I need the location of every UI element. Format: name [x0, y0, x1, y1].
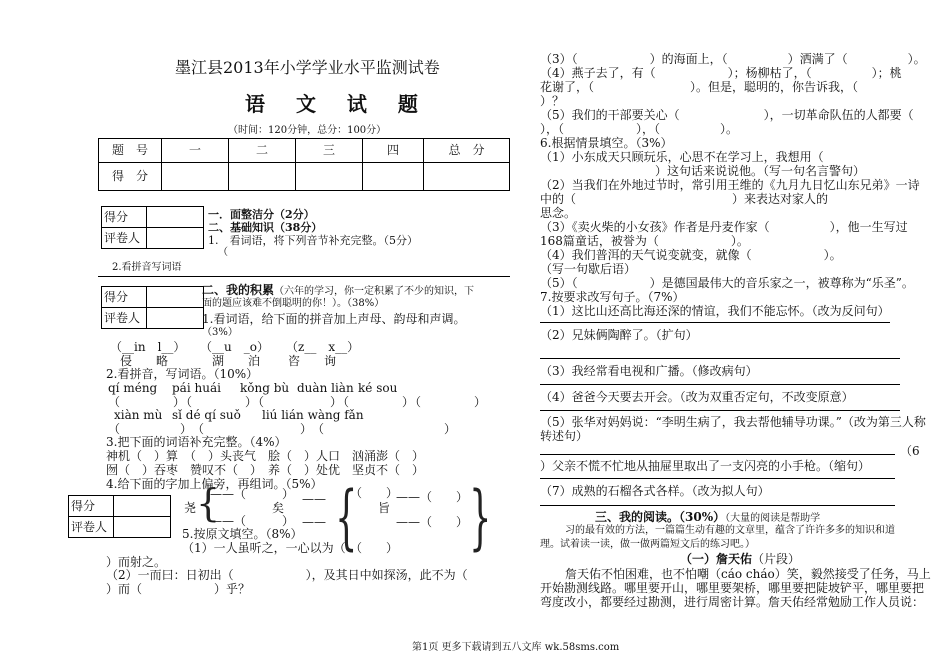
question-text: （2）当我们在外地过节时，常引用王维的《九月九日忆山东兄弟》一诗	[540, 178, 920, 192]
answer-blanks[interactable]: （ ） （ ） （ ）	[108, 422, 457, 436]
brace-icon: {	[335, 476, 358, 558]
section-note: 理。试着读一读，做一做两篇短文后的练习吧。）	[540, 539, 755, 550]
passage-text: 詹天佑不怕困难，也不怕嘲（cáo cháo）笑，毅然接受了任务，马上	[565, 567, 931, 581]
pinyin-prompt: qí méng	[108, 381, 158, 395]
pinyin-prompt: xiàn mù	[114, 408, 163, 422]
question-text: （4）爸爸今天要去开会。（改为双重否定句，不改变原意）	[540, 390, 854, 404]
score-table-header: 题 号	[99, 139, 162, 163]
answer-blanks[interactable]: ——（ ）	[210, 487, 295, 501]
answer-line[interactable]	[540, 358, 900, 359]
question-text: （5）（ ）是德国最伟大的音乐家之一，被尊称为“乐圣”。	[540, 276, 914, 290]
score-table-header: 总 分	[424, 139, 510, 163]
fill-row[interactable]: 囫（ ）吞枣 赞叹不（ ） 养（ ）处优 坚贞不（ ）	[106, 463, 425, 477]
question-text: 2.看拼音写词语	[112, 262, 182, 273]
grader-box	[101, 206, 204, 249]
question-text: 5.按原文填空。（8%）	[182, 527, 303, 541]
score-table-row-label: 得 分	[99, 163, 162, 191]
exam-title: 墨江县2013年小学学业水平监测试卷	[175, 58, 440, 77]
pinyin-prompt: liú lián wàng fǎn	[262, 408, 364, 422]
pinyin-prompt: kǒng bù	[240, 381, 290, 395]
answer-line[interactable]	[540, 505, 895, 506]
subject-title: 语 文 试 题	[245, 92, 430, 116]
exam-meta: （时间：120分钟，总分：100分）	[228, 125, 387, 136]
score-table	[98, 138, 510, 191]
grader-score-cell[interactable]	[147, 207, 204, 228]
answer-blanks[interactable]: （ ）（ ）（ ）（ ）（ ）	[108, 395, 488, 409]
pinyin-prompt: sǐ dé qí suǒ	[172, 408, 241, 422]
question-text: （3）（ ）的海面上，（ ）洒满了（ ）。	[540, 52, 926, 66]
section-heading-main: 二、我的积累	[202, 283, 275, 297]
grader-box-score-label: 得分	[102, 287, 147, 308]
pinyin-prompt: duàn liàn	[297, 381, 354, 395]
score-cell[interactable]	[229, 163, 296, 191]
grader-box-score-label: 得分	[102, 207, 147, 228]
answer-blanks[interactable]: ——（ ）	[210, 514, 295, 528]
passage-title	[680, 552, 800, 567]
answer-line[interactable]	[540, 322, 890, 323]
score-cell[interactable]	[424, 163, 510, 191]
section-heading-note: （大量的阅读是帮助学	[725, 513, 821, 524]
question-text: 4.给下面的字加上偏旁，再组词。（5%）	[106, 477, 323, 491]
question-text: （4）我们普洱的天气说变就变，就像（ ）。	[540, 248, 842, 262]
question-text: ）父亲不慌不忙地从抽屉里取出了一支闪亮的小手枪。（缩句）	[540, 459, 871, 473]
brace-icon: {	[196, 481, 221, 525]
answer-blanks[interactable]: ——	[302, 492, 326, 506]
question-text: （3%）	[202, 327, 238, 338]
answer-blanks[interactable]: （ ）	[350, 486, 399, 500]
pinyin-prompt: pái huái	[172, 381, 221, 395]
grader-name-cell[interactable]	[114, 517, 171, 538]
question-text: ）而（ ）乎？	[106, 582, 251, 596]
grader-name-cell[interactable]	[147, 228, 204, 249]
answer-line[interactable]	[540, 384, 900, 385]
radical-character: 矣	[272, 501, 285, 515]
question-text: ）而射之。	[106, 555, 167, 569]
score-table-header: 三	[296, 139, 363, 163]
question-text: （7）成熟的石榴各式各样。（改为拟人句）	[540, 484, 770, 498]
pinyin-prompt: ké sou	[358, 381, 398, 395]
passage-text: 开始勘测线路。哪里要开山，哪里要架桥，哪里要把陡坡铲平，哪里要把	[540, 581, 925, 595]
fill-row[interactable]: 神机（ ）算 （ ）头丧气 脍（ ）人口 汹涌澎（ ）	[106, 449, 425, 463]
question-text: 转述句）	[540, 429, 589, 443]
grader-name-cell[interactable]	[147, 308, 204, 329]
question-text: 思念。	[540, 206, 577, 220]
score-cell[interactable]	[296, 163, 363, 191]
radical-character: 旨	[378, 501, 391, 515]
question-text: （1）小东成天只顾玩乐，心思不在学习上，我想用（	[540, 150, 824, 164]
grader-box	[101, 286, 204, 329]
score-cell[interactable]	[363, 163, 424, 191]
section-note: 习的最有效的方法，一篇篇生动有趣的文章里，蕴含了许许多多的知识和道	[565, 525, 895, 536]
page-footer: 第1页 更多下载请到五八文库 wk.58sms.com	[412, 642, 620, 653]
grader-box	[68, 495, 171, 538]
question-text: 7.按要求改写句子。（7%）	[540, 290, 685, 304]
question-text: （6	[900, 444, 920, 458]
passage-title-note: （片段）	[752, 552, 801, 566]
brace-icon: {	[469, 476, 492, 558]
question-text: 花谢了，（ ）。但是，聪明的，你告诉我，（	[540, 80, 859, 94]
question-text: （1）一人虽听之，一心以为（	[182, 541, 346, 555]
pinyin-blank[interactable]: （__in l__）	[110, 340, 186, 354]
word: 侵 略	[120, 354, 169, 368]
question-text: （3）《卖火柴的小女孩》作者是丹麦作家（ ），他一生写过	[540, 220, 908, 234]
question-text: ）这句话来说说他。（写一句名言警句）	[655, 164, 866, 178]
answer-blanks[interactable]: ——（ ）	[396, 515, 469, 529]
question-text: 中的（ ）来表达对家人的	[540, 192, 829, 206]
section-heading: 二、基础知识（38分）	[208, 221, 323, 234]
divider	[98, 276, 510, 277]
passage-title-main: （一）詹天佑	[680, 552, 753, 566]
question-text: （2）一而曰：日初出（ ），及其日中如探汤，此不为（	[106, 568, 468, 582]
question-text: （2）兄妹俩陶醉了。（扩句）	[540, 328, 698, 342]
grader-box-grader-label: 评卷人	[102, 308, 147, 329]
word: 咨 询	[288, 354, 337, 368]
answer-blanks[interactable]: ——	[302, 515, 326, 529]
score-cell[interactable]	[162, 163, 229, 191]
section-heading	[595, 510, 820, 526]
question-text: 6.根据情景填空。（3%）	[540, 136, 673, 150]
word: 湖 泊	[212, 354, 261, 368]
section-heading: 一．面整洁分（2分）	[208, 208, 315, 221]
grader-score-cell[interactable]	[147, 287, 204, 308]
question-text: （1）这比山还高比海还深的情谊，我们不能忘怀。（改为反问句）	[540, 304, 890, 318]
grader-box-grader-label: 评卷人	[102, 228, 147, 249]
answer-line[interactable]	[540, 454, 895, 455]
grader-box-score-label: 得分	[69, 496, 114, 517]
score-table-header: 四	[363, 139, 424, 163]
answer-line[interactable]	[540, 478, 895, 479]
pinyin-blank[interactable]: （z__ x__）	[286, 340, 360, 354]
answer-blanks[interactable]: ——（ ）	[396, 490, 469, 504]
score-table-header: 一	[162, 139, 229, 163]
question-text: 3.把下面的词语补充完整。（4%）	[106, 435, 287, 449]
question-text: 1.看词语，给下面的拼音加上声母、韵母和声调。	[202, 312, 466, 326]
question-text: （4）燕子去了，有（ ）；杨柳枯了，（ ）；桃	[540, 66, 902, 80]
grader-box-grader-label: 评卷人	[69, 517, 114, 538]
pinyin-blank[interactable]: （__u _o）	[200, 340, 269, 354]
question-text: 2.看拼音，写词语。（10%）	[106, 367, 259, 381]
question-text: （3）我经常看电视和广播。（修改病句）	[540, 364, 758, 378]
question-text: 168篇童话，被誉为（ ）。	[540, 234, 749, 248]
radical-character: 尧	[184, 501, 197, 515]
section-heading-main: 三、我的阅读。（30%）	[595, 510, 726, 524]
question-text: （5）我们的干部要关心（ ），一切革命队伍的人都要（	[540, 108, 914, 122]
passage-text: 弯度改小，都要经过勘测，进行周密计算。詹天佑经常勉励工作人员说：	[540, 595, 925, 609]
score-table-header: 二	[229, 139, 296, 163]
section-heading-note: 面的题应该难不倒聪明的你！）。（38%）	[202, 298, 385, 309]
question-text: （5）张华对妈妈说：“李明生病了，我去帮他辅导功课。”（改为第三人称	[540, 415, 926, 429]
section-heading-note: （六年的学习，你一定积累了不少的知识，下	[274, 286, 475, 297]
question-text: ）？	[540, 94, 565, 108]
grader-score-cell[interactable]	[114, 496, 171, 517]
question-text: （写一句歇后语）	[540, 262, 637, 276]
answer-line[interactable]	[540, 410, 900, 411]
question-text: （	[218, 247, 228, 258]
section-heading	[202, 283, 474, 299]
answer-blanks[interactable]: （ ）	[350, 541, 399, 555]
question-text: 1. 看词语，将下列音节补充完整。（5分）	[208, 234, 418, 247]
question-text: ），（ ），（ ）。	[540, 122, 739, 136]
